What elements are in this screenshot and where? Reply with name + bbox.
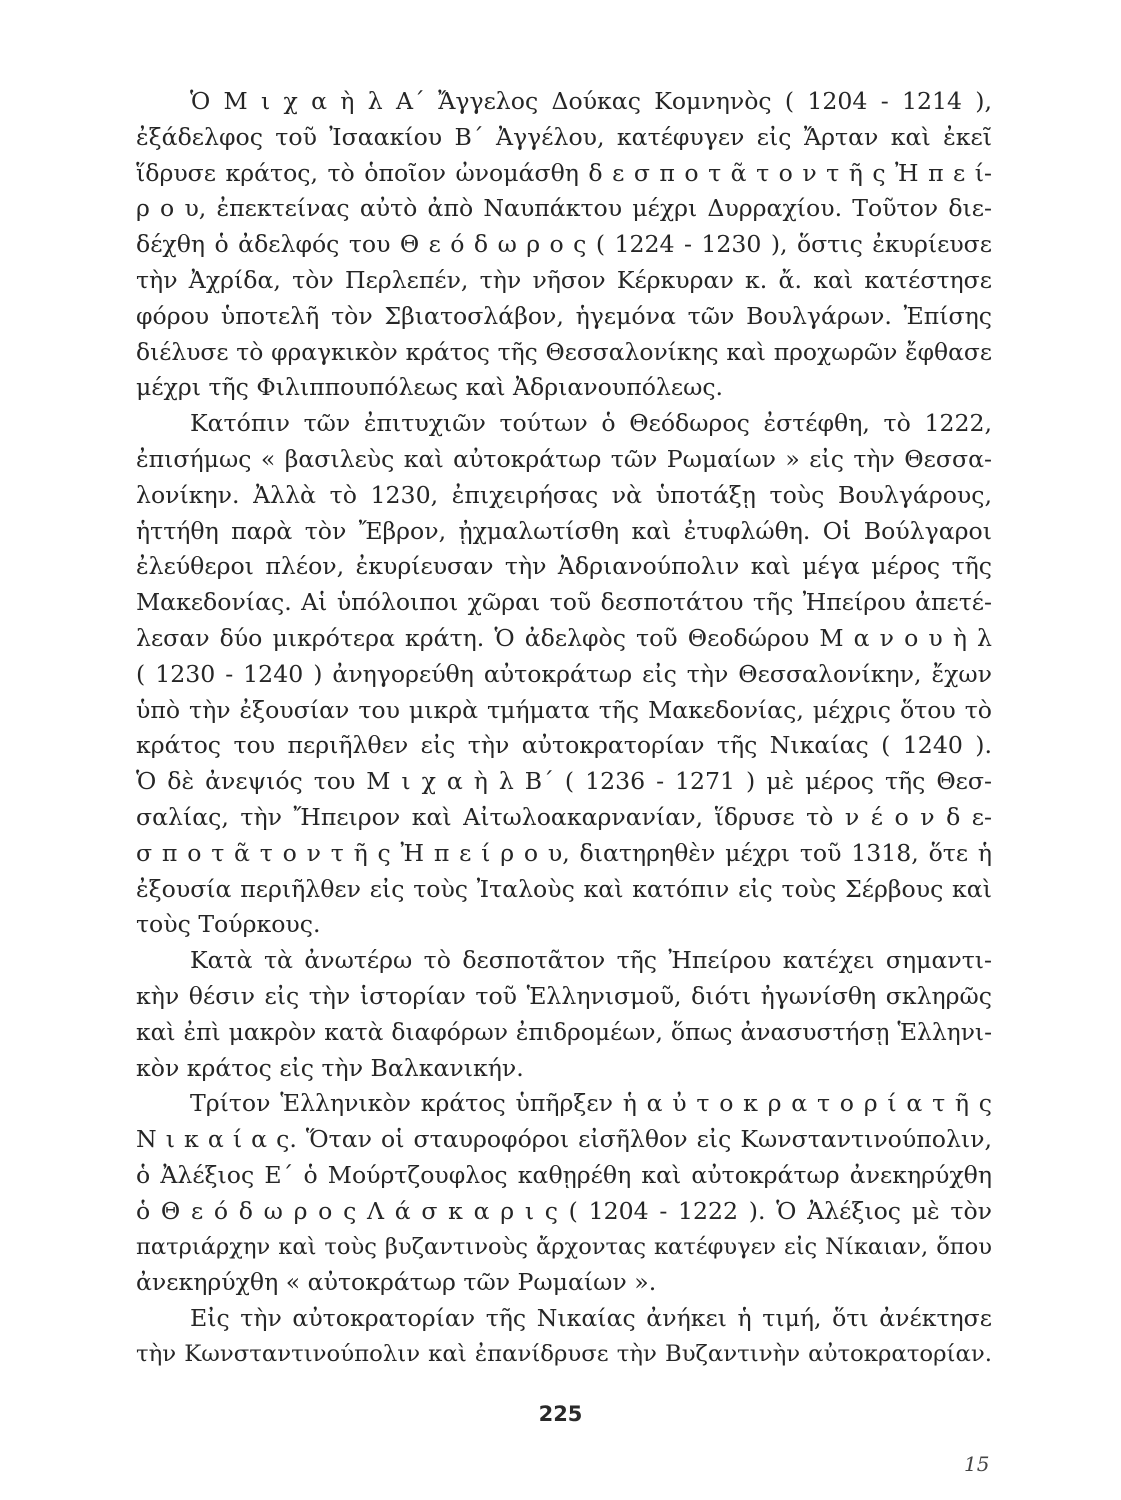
text-line: ὁ Θ ε ό δ ω ρ ο ς Λ ά σ κ α ρ ι ς ( 1204 - 1222 ). Ὁ Ἀλέξιος μὲ τὸν [136, 1196, 992, 1225]
paragraph-nicaea-honor [136, 1301, 992, 1373]
text-line: Ὁ Μ ι χ α ὴ λ Α΄ Ἄγγελος Δούκας Κομνηνὸς ( 1204 - 1214 ), [190, 87, 992, 115]
paragraph-despotate-significance [136, 943, 992, 1086]
text-line: τὴν Κωνσταντινούπολιν καὶ ἐπανίδρυσε τὴν Βυζαντινὴν αὐτοκρατορίαν. [136, 1340, 992, 1367]
text-line: Κατὰ τὰ ἀνωτέρω τὸ δεσποτᾶτον τῆς Ἠπείρου κατέχει σημαντι- [190, 946, 992, 975]
body-text [136, 84, 992, 1373]
text-line: Μακεδονίας. Αἱ ὑπόλοιποι χῶραι τοῦ δεσποτάτου τῆς Ἠπείρου ἀπετέ- [136, 588, 992, 617]
text-line: φόρου ὑποτελῆ τὸν Σβιατοσλάβον, ἡγεμόνα τῶν Βουλγάρων. Ἐπίσης [136, 301, 992, 330]
text-line: διέλυσε τὸ φραγκικὸν κράτος τῆς Θεσσαλονίκης καὶ προχωρῶν ἔφθασε [136, 337, 992, 366]
paragraph-epirus-founding [136, 84, 992, 406]
text-line: ἐξουσία περιῆλθεν εἰς τοὺς Ἰταλοὺς καὶ κατόπιν εἰς τοὺς Σέρβους καὶ [136, 874, 992, 903]
text-line: Εἰς τὴν αὐτοκρατορίαν τῆς Νικαίας ἀνήκει ἡ τιμή, ὅτι ἀνέκτησε [190, 1304, 992, 1333]
text-line: τὴν Ἀχρίδα, τὸν Περλεπέν, τὴν νῆσον Κέρκυραν κ. ἄ. καὶ κατέστησε [136, 265, 992, 294]
text-line: ( 1230 - 1240 ) ἀνηγορεύθη αὐτοκράτωρ εἰς τὴν Θεσσαλονίκην, ἔχων [136, 659, 992, 688]
text-line: Τρίτον Ἑλληνικὸν κράτος ὑπῆρξεν ἡ α ὐ τ ο κ ρ α τ ο ρ ί α τ ῆ ς [190, 1089, 992, 1118]
text-line: καὶ ἐπὶ μακρὸν κατὰ διαφόρων ἐπιδρομέων, ὅπως ἀνασυστήσῃ Ἑλληνι- [136, 1017, 992, 1046]
text-line: λονίκην. Ἀλλὰ τὸ 1230, ἐπιχειρήσας νὰ ὑποτάξῃ τοὺς Βουλγάρους, [136, 480, 992, 509]
text-line: ὑπὸ τὴν ἐξουσίαν του μικρὰ τμήματα τῆς Μακεδονίας, μέχρις ὅτου τὸ [136, 695, 992, 724]
text-line: κράτος του περιῆλθεν εἰς τὴν αὐτοκρατορίαν τῆς Νικαίας ( 1240 ). [136, 731, 992, 760]
page-number: 225 [538, 1402, 583, 1426]
text-line: Ὁ δὲ ἀνεψιός του Μ ι χ α ὴ λ Β΄ ( 1236 - 1271 ) μὲ μέρος τῆς Θεσ- [136, 767, 992, 796]
text-line: κὴν θέσιν εἰς τὴν ἱστορίαν τοῦ Ἑλληνισμοῦ, διότι ἠγωνίσθη σκληρῶς [136, 981, 992, 1010]
text-line: σ π ο τ ᾶ τ ο ν τ ῆ ς Ἠ π ε ί ρ ο υ, διατηρηθὲν μέχρι τοῦ 1318, ὅτε ἡ [136, 838, 992, 867]
text-line: Ν ι κ α ί α ς. Ὅταν οἱ σταυροφόροι εἰσῆλθον εἰς Κωνσταντινούπολιν, [136, 1125, 992, 1154]
text-line: ὁ Ἀλέξιος Ε΄ ὁ Μούρτζουφλος καθῃρέθη καὶ αὐτοκράτωρ ἀνεκηρύχθη [136, 1160, 992, 1189]
text-line: ἐπισήμως « βασιλεὺς καὶ αὐτοκράτωρ τῶν Ρωμαίων » εἰς τὴν Θεσσα- [136, 444, 992, 473]
text-line: Κατόπιν τῶν ἐπιτυχιῶν τούτων ὁ Θεόδωρος ἐστέφθη, τὸ 1222, [190, 409, 992, 438]
text-line: κὸν κράτος εἰς τὴν Βαλκανικήν. [136, 1053, 524, 1082]
text-line: ρ ο υ, ἐπεκτείνας αὐτὸ ἀπὸ Ναυπάκτου μέχρι Δυρραχίου. Τοῦτον διε- [136, 194, 992, 223]
text-line: ἐλεύθεροι πλέον, ἐκυρίευσαν τὴν Ἀδριανούπολιν καὶ μέγα μέρος τῆς [136, 552, 992, 581]
text-line: δέχθη ὁ ἀδελφός του Θ ε ό δ ω ρ ο ς ( 1224 - 1230 ), ὅστις ἐκυρίευσε [136, 230, 992, 259]
text-line: μέχρι τῆς Φιλιππουπόλεως καὶ Ἀδριανουπόλεως. [136, 373, 724, 402]
text-line: ἵδρυσε κράτος, τὸ ὁποῖον ὠνομάσθη δ ε σ π ο τ ᾶ τ ο ν τ ῆ ς Ἠ π ε ί- [136, 158, 992, 187]
text-line: πατριάρχην καὶ τοὺς βυζαντινοὺς ἄρχοντας κατέφυγεν εἰς Νίκαιαν, ὅπου [136, 1233, 992, 1260]
text-line: τοὺς Τούρκους. [136, 910, 321, 939]
paragraph-empire-of-nicaea [136, 1086, 992, 1301]
text-line: σαλίας, τὴν Ἤπειρον καὶ Αἰτωλοακαρνανίαν, ἵδρυσε τὸ ν έ ο ν δ ε- [136, 802, 992, 831]
text-line: ἀνεκηρύχθη « αὐτοκράτωρ τῶν Ρωμαίων ». [136, 1268, 657, 1297]
text-line: ἡττήθη παρὰ τὸν Ἔβρον, ᾐχμαλωτίσθη καὶ ἐτυφλώθη. Οἱ Βούλγαροι [136, 516, 992, 545]
printer-signature-mark: 15 [964, 1452, 990, 1476]
paragraph-theodore-crowned [136, 406, 992, 943]
text-line: ἐξάδελφος τοῦ Ἰσαακίου Β΄ Ἀγγέλου, κατέφυγεν εἰς Ἄρταν καὶ ἐκεῖ [136, 122, 992, 151]
text-line: λεσαν δύο μικρότερα κράτη. Ὁ ἀδελφὸς τοῦ Θεοδώρου Μ α ν ο υ ὴ λ [136, 623, 992, 652]
